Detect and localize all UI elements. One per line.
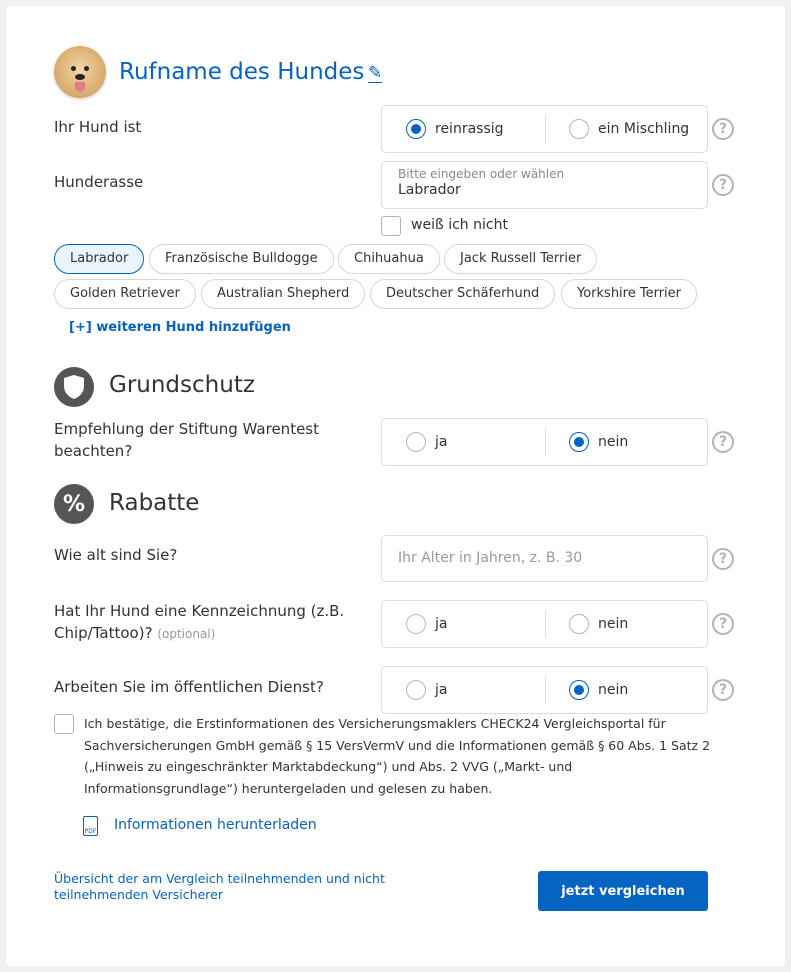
divider xyxy=(545,115,546,143)
radio-ja[interactable]: ja xyxy=(406,667,447,713)
public-service-label: Arbeiten Sie im öffentlichen Dienst? xyxy=(54,678,324,696)
help-icon[interactable]: ? xyxy=(712,431,734,453)
radio-button[interactable] xyxy=(406,432,426,452)
breed-chip[interactable]: Deutscher Schäferhund xyxy=(370,279,555,309)
download-info-link[interactable]: Informationen herunterladen xyxy=(114,817,317,833)
pdf-icon: PDF xyxy=(83,816,98,836)
dog-type-label: Ihr Hund ist xyxy=(54,118,142,136)
radio-nein[interactable]: nein xyxy=(569,419,628,465)
radio-button[interactable] xyxy=(406,680,426,700)
grundschutz-title: Grundschutz xyxy=(109,372,255,398)
breed-chip[interactable]: Jack Russell Terrier xyxy=(444,244,597,274)
age-input-placeholder: Ihr Alter in Jahren, z. B. 30 xyxy=(398,550,583,566)
pencil-icon[interactable]: ✎ xyxy=(368,63,383,83)
divider xyxy=(545,610,546,638)
breed-input[interactable] xyxy=(381,161,708,209)
radio-nein[interactable]: nein xyxy=(569,667,628,713)
breed-chip[interactable]: Chihuahua xyxy=(338,244,440,274)
warentest-radio-group xyxy=(381,418,708,466)
radio-button[interactable] xyxy=(569,614,589,634)
breed-label: Hunderasse xyxy=(54,173,144,191)
radio-button[interactable] xyxy=(569,680,589,700)
warentest-label: Empfehlung der Stiftung Warentest beachten? xyxy=(54,420,319,460)
breed-chip[interactable]: Golden Retriever xyxy=(54,279,196,309)
radio-button[interactable] xyxy=(406,119,426,139)
compare-button[interactable]: jetzt vergleichen xyxy=(538,871,708,911)
age-label: Wie alt sind Sie? xyxy=(54,546,178,564)
help-icon[interactable]: ? xyxy=(712,174,734,196)
add-dog-link[interactable]: [+] weiteren Hund hinzufügen xyxy=(69,320,291,335)
age-input[interactable] xyxy=(381,535,708,582)
dog-name-title[interactable]: Rufname des Hundes xyxy=(119,59,365,85)
consent-checkbox[interactable] xyxy=(54,714,74,734)
radio-reinrassig[interactable]: reinrassig xyxy=(406,106,504,152)
breed-chip[interactable]: Labrador xyxy=(54,244,144,274)
breed-chip[interactable]: Yorkshire Terrier xyxy=(561,279,697,309)
radio-mischling[interactable]: ein Mischling xyxy=(569,106,689,152)
divider xyxy=(545,676,546,704)
help-icon[interactable]: ? xyxy=(712,679,734,701)
help-icon[interactable]: ? xyxy=(712,548,734,570)
radio-button[interactable] xyxy=(569,432,589,452)
breed-unknown-label[interactable]: weiß ich nicht xyxy=(411,217,508,233)
dog-type-radio-group xyxy=(381,105,708,153)
radio-nein[interactable]: nein xyxy=(569,601,628,647)
radio-button[interactable] xyxy=(569,119,589,139)
breed-chip[interactable]: Französische Bulldogge xyxy=(149,244,334,274)
radio-ja[interactable]: ja xyxy=(406,601,447,647)
percent-icon: % xyxy=(54,484,94,524)
divider xyxy=(545,428,546,456)
chip-radio-group xyxy=(381,600,708,648)
radio-ja[interactable]: ja xyxy=(406,419,447,465)
help-icon[interactable]: ? xyxy=(712,613,734,635)
rabatte-title: Rabatte xyxy=(109,490,200,516)
breed-unknown-checkbox[interactable] xyxy=(381,216,401,236)
help-icon[interactable]: ? xyxy=(712,118,734,140)
consent-text: Ich bestätige, die Erstinformationen des Versicherungsmaklers CHECK24 Vergleichsportal für Sachversicherungen GmbH gemäß § 15 VersVermV und die Informationen gemäß § 60 Abs. 1 Satz 2 („Hinweis zu eingeschränkter Marktabdeckung“) und Abs. 2 VVG („Markt- und Informationsgrundlage“) heruntergeladen und gelesen zu haben. xyxy=(84,716,711,796)
public-service-radio-group xyxy=(381,666,708,714)
radio-button[interactable] xyxy=(406,614,426,634)
chip-label: Hat Ihr Hund eine Kennzeichnung (z.B. Chip/Tattoo)? (optional) xyxy=(54,602,345,642)
breed-input-value: Labrador xyxy=(398,182,461,198)
optional-hint: (optional) xyxy=(157,627,216,641)
breed-input-placeholder: Bitte eingeben oder wählen xyxy=(398,167,565,181)
breed-chip[interactable]: Australian Shepherd xyxy=(201,279,365,309)
insurer-overview-link[interactable]: Übersicht der am Vergleich teilnehmenden und nicht teilnehmenden Versicherer xyxy=(54,871,385,902)
dog-avatar xyxy=(54,46,106,98)
shield-icon xyxy=(54,367,94,407)
